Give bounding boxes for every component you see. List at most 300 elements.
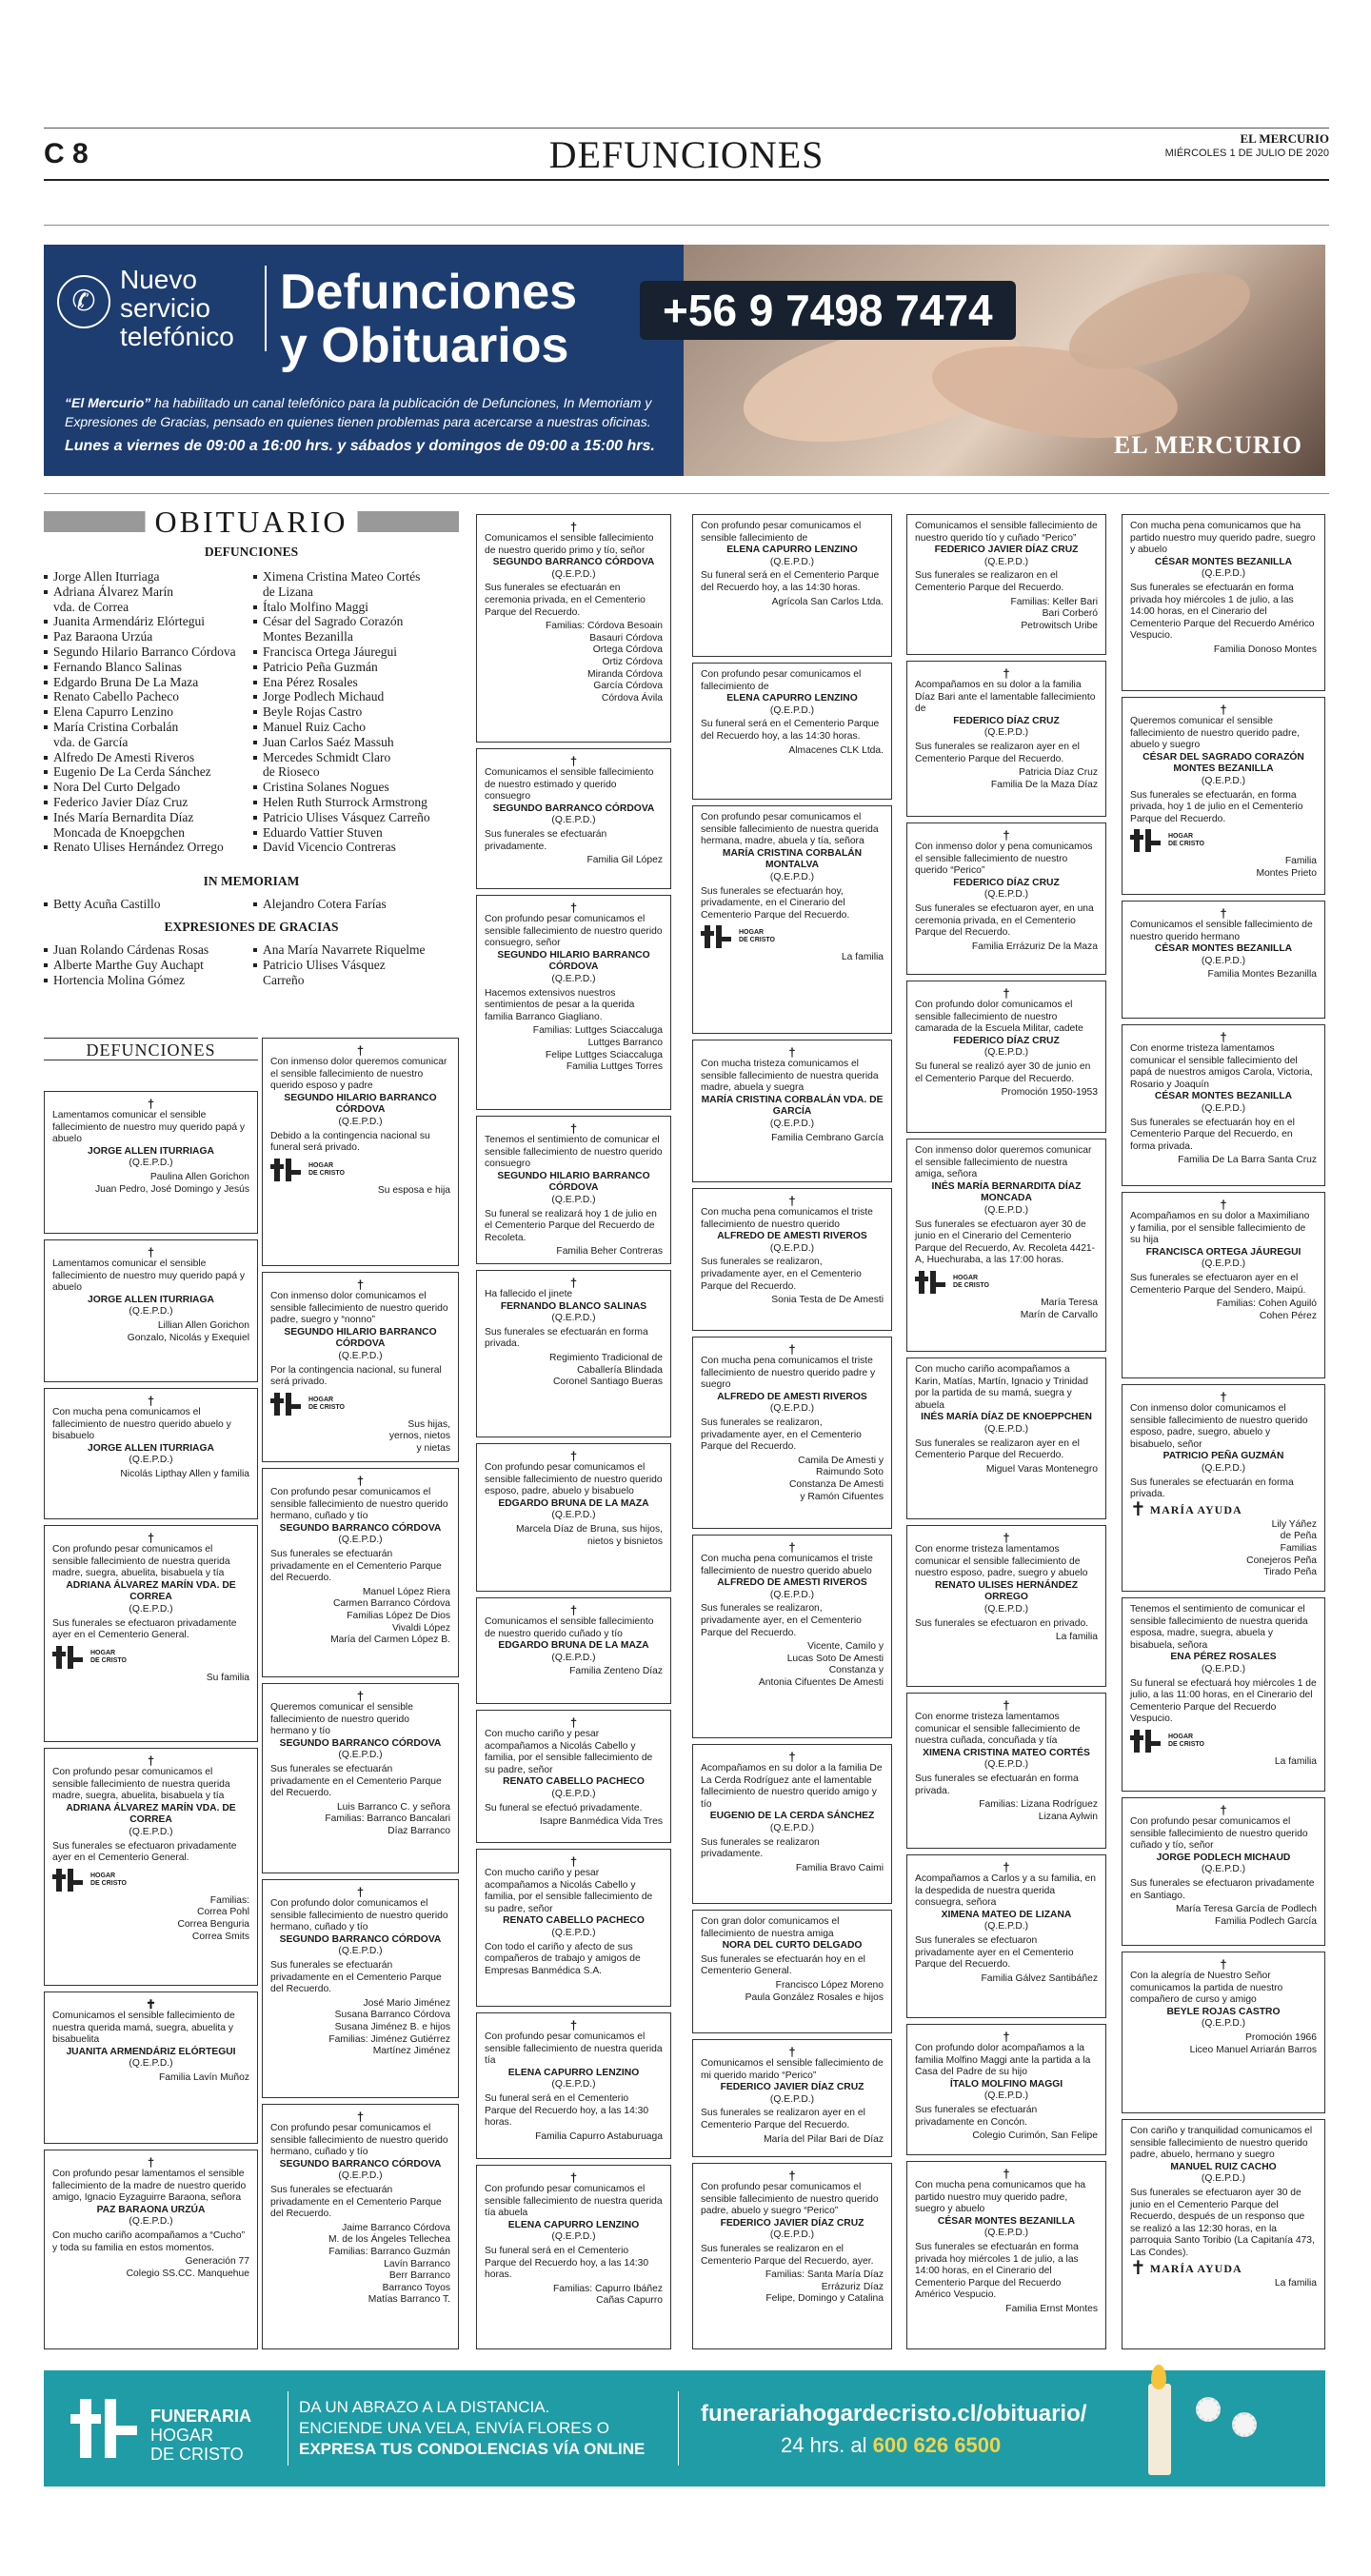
cross-icon: † bbox=[569, 1854, 578, 1869]
phone-service-banner bbox=[44, 245, 1325, 476]
deceased-name: CÉSAR MONTES BEZANILLA bbox=[1154, 943, 1293, 955]
death-notice bbox=[44, 1091, 258, 1234]
index-entry: Alejandro Cotera Farías bbox=[253, 897, 463, 912]
notice-intro: Con cariño y tranquilidad comunicamos el sensible fallecimiento de nuestro querido padre, abuelo, hermano y suegro bbox=[1130, 2126, 1313, 2161]
cross-icon: † bbox=[147, 2155, 155, 2170]
notice-intro: Con profundo pesar comunicamos el sensible fallecimiento de nuestro querido consuegro, señor bbox=[485, 914, 663, 949]
notice-details: Sus funerales se efectuarán en forma privada hoy miércoles 1 de julio, a las 14:00 horas, en el Cinerario del Cementerio Parque del Recuerdo Américo Vespucio. bbox=[1130, 582, 1315, 642]
notice-intro: Lamentamos comunicar el sensible fallecimiento de nuestro muy querido papá y abuelo bbox=[52, 1258, 246, 1294]
index-entry: Ítalo Molfino Maggi bbox=[253, 600, 463, 615]
deceased-name: JORGE ALLEN ITURRIAGA bbox=[88, 1294, 214, 1305]
cross-icon: † bbox=[569, 754, 578, 768]
death-notice bbox=[906, 1854, 1106, 2018]
qepd-label: (Q.E.P.D.) bbox=[551, 815, 596, 826]
deceased-name: ELENA CAPURRO LENZINO bbox=[726, 545, 858, 556]
qepd-label: (Q.E.P.D.) bbox=[984, 727, 1029, 739]
notice-intro: Con inmenso dolor comunicamos el sensible fallecimiento de nuestro querido padre, suegro y “nonno” bbox=[270, 1291, 448, 1326]
notice-signature: Su esposa e hija bbox=[377, 1184, 450, 1196]
issue-date: MIÉRCOLES 1 DE JULIO DE 2020 bbox=[1164, 148, 1329, 159]
qepd-label: (Q.E.P.D.) bbox=[1201, 1102, 1246, 1114]
deceased-name: MARÍA CRISTINA CORBALÁN VDA. DE GARCÍA bbox=[701, 1094, 884, 1118]
index-entry: María Cristina Corbalán bbox=[44, 720, 255, 735]
death-notice bbox=[906, 1139, 1106, 1352]
deceased-name: ENA PÉREZ ROSALES bbox=[1170, 1652, 1277, 1663]
notice-intro: Acompañamos en su dolor a la familia Díaz Bari ante el lamentable fallecimiento de bbox=[915, 680, 1096, 715]
index-entry: Mercedes Schmidt Claro bbox=[253, 750, 463, 765]
index-memoriam-heading: IN MEMORIAM bbox=[203, 874, 300, 888]
deceased-name: ELENA CAPURRO LENZINO bbox=[507, 2067, 640, 2078]
divider bbox=[265, 266, 267, 351]
notice-intro: Con profundo pesar comunicamos el sensible fallecimiento de nuestra querida hermana, madre, abuela y tía, señora bbox=[701, 812, 879, 847]
flower-icon bbox=[1196, 2397, 1221, 2422]
notice-intro: Con mucha pena comunicamos el fallecimiento de nuestro querido abuelo y bisabuelo bbox=[52, 1407, 231, 1442]
notice-details: Sus funerales se efectuarán, en forma privada, hoy 1 de julio en el Cementerio Parque del Recuerdo. bbox=[1130, 789, 1303, 824]
cross-icon: † bbox=[1220, 1198, 1227, 1212]
index-memoriam-left bbox=[44, 897, 255, 912]
death-notice bbox=[692, 1535, 892, 1738]
notice-signature: Isapre Banmédica Vida Tres bbox=[539, 1816, 663, 1828]
hogar-de-cristo-logo: HOGAR DE CRISTO bbox=[270, 1157, 450, 1183]
cross-icon: † bbox=[1003, 828, 1010, 842]
qepd-label: (Q.E.P.D.) bbox=[551, 973, 596, 984]
qepd-label: (Q.E.P.D.) bbox=[551, 1652, 596, 1663]
notice-intro: Acompañamos en su dolor a la familia De La Cerda Rodríguez ante el lamentable fallecimiento de nuestro querido amigo y tío bbox=[701, 1763, 883, 1810]
notice-details: Por la contingencia nacional, su funeral será privado. bbox=[270, 1364, 442, 1388]
notice-signature: La familia bbox=[1274, 2277, 1317, 2289]
notice-signature: Camila De Amesti y Raimundo Soto Constanza De Amesti y Ramón Cifuentes bbox=[788, 1455, 884, 1502]
index-defunciones-right bbox=[253, 569, 463, 855]
qepd-label: (Q.E.P.D.) bbox=[551, 2231, 596, 2243]
death-notice bbox=[1122, 2119, 1325, 2349]
deceased-name: SEGUNDO HILARIO BARRANCO CÓRDOVA bbox=[284, 1092, 437, 1116]
hogar-de-cristo-logo: HOGAR DE CRISTO bbox=[701, 923, 884, 950]
death-notice bbox=[1122, 1024, 1325, 1186]
qepd-label: (Q.E.P.D.) bbox=[551, 2079, 596, 2091]
obituary-url-link[interactable]: funerariahogardecristo.cl/obituario/ bbox=[701, 2401, 1087, 2427]
hogar-de-cristo-logo: HOGAR DE CRISTO bbox=[1130, 827, 1317, 854]
cross-icon: † bbox=[1003, 1531, 1010, 1545]
index-entry: Inés María Bernardita Díaz bbox=[44, 810, 255, 825]
notice-signature: Familia Capurro Astaburuaga bbox=[535, 2130, 663, 2142]
notice-details: Sus funerales se efectuaron privadamente ayer en el Cementerio Parque del Recuerdo. bbox=[915, 1934, 1074, 1971]
deceased-name: JORGE ALLEN ITURRIAGA bbox=[88, 1442, 214, 1454]
notice-details: Sus funerales se efectuarán privadamente en el Cementerio Parque del Recuerdo. bbox=[270, 2184, 442, 2220]
cross-icon: † bbox=[1220, 1803, 1227, 1817]
qepd-label: (Q.E.P.D.) bbox=[1201, 1663, 1246, 1674]
death-notice bbox=[44, 1748, 258, 1986]
notice-intro: Con profundo pesar comunicamos el sensible fallecimiento de nuestro querido cuñado y tío, señor bbox=[1130, 1816, 1308, 1852]
notice-details: Sus funerales se efectuarán hoy en el Cementerio Parque del Recuerdo, en forma privada. bbox=[1130, 1117, 1295, 1152]
notice-details: Su funeral será en el Cementerio Parque del Recuerdo hoy, a las 14:30 horas. bbox=[485, 2245, 649, 2281]
notice-signature: Miguel Varas Montenegro bbox=[985, 1463, 1098, 1475]
cross-icon: † bbox=[1220, 703, 1227, 717]
deceased-name: NORA DEL CURTO DELGADO bbox=[722, 1940, 863, 1952]
notice-signature: Familias: Santa María Díaz Errázuriz Díaz Felipe, Domingo y Catalina bbox=[765, 2269, 884, 2305]
banner-title: Defunciones y Obituarios bbox=[280, 265, 578, 373]
deceased-name: SEGUNDO BARRANCO CÓRDOVA bbox=[492, 557, 655, 568]
notice-signature: Familia De La Barra Santa Cruz bbox=[1178, 1155, 1317, 1166]
cross-icon: † bbox=[1003, 2030, 1010, 2044]
index-entry: Eugenio De La Cerda Sánchez bbox=[44, 764, 255, 780]
notice-details: Sus funerales se efectuarán en forma privada hoy miércoles 1 de julio, a las 14:00 horas, en el Cinerario del Cementerio Parque del Recuerdo Américo Vespucio. bbox=[915, 2241, 1079, 2301]
death-notice bbox=[692, 2163, 892, 2349]
notice-intro: Con inmenso dolor queremos comunicar el sensible fallecimiento de nuestra amiga, señora bbox=[915, 1145, 1092, 1180]
death-notice bbox=[476, 1443, 671, 1592]
index-entry: Patricio Ulises Vásquez bbox=[253, 958, 463, 973]
index-entry: Alberte Marthe Guy Auchapt bbox=[44, 958, 255, 973]
notice-signature: Familia Gil López bbox=[586, 855, 663, 866]
notice-details: Su funeral será en el Cementerio Parque del Recuerdo hoy, a las 14:30 horas. bbox=[701, 570, 880, 593]
death-notice bbox=[1122, 901, 1325, 1019]
index-entry: Jorge Allen Iturriaga bbox=[44, 569, 255, 585]
notice-intro: Lamentamos comunicar el sensible fallecimiento de nuestro muy querido papá y abuelo bbox=[52, 1110, 246, 1145]
qepd-label: (Q.E.P.D.) bbox=[984, 889, 1029, 901]
qepd-label: (Q.E.P.D.) bbox=[984, 1047, 1029, 1059]
cross-icon: † bbox=[147, 1754, 155, 1768]
deceased-name: FEDERICO JAVIER DÍAZ CRUZ bbox=[720, 2217, 864, 2229]
cross-icon: † bbox=[356, 1278, 365, 1292]
index-entry: Juanita Armendáriz Elórtegui bbox=[44, 614, 255, 629]
notice-signature: Patricia Díaz Cruz Familia De la Maza Díaz bbox=[990, 767, 1098, 790]
notice-intro: Comunicamos el sensible fallecimiento de nuestra querida mamá, suegra, abuelita y bisabuelita bbox=[52, 2011, 235, 2046]
deceased-name: EDGARDO BRUNA DE LA MAZA bbox=[498, 1640, 649, 1652]
cross-icon: † bbox=[788, 2045, 796, 2059]
deceased-name: CÉSAR MONTES BEZANILLA bbox=[1154, 556, 1293, 567]
qepd-label: (Q.E.P.D.) bbox=[551, 1927, 596, 1938]
index-defunciones-left bbox=[44, 569, 255, 855]
index-entry: Fernando Blanco Salinas bbox=[44, 660, 255, 675]
notice-details: Sus funerales se efectuarán hoy, privadamente, en el Cinerario del Cementerio Parque del Recuerdo. bbox=[701, 885, 850, 921]
notice-intro: Con profundo dolor comunicamos el sensible fallecimiento de nuestro querido hermano, cuñado y tío bbox=[270, 1898, 448, 1933]
notice-details: Hacemos extensivos nuestros sentimientos de pesar a la querida familia Barranco Giagliano. bbox=[485, 987, 635, 1022]
page-number: C 8 bbox=[44, 138, 89, 169]
notice-intro: Acompañamos a Carlos y a su familia, en la despedida de nuestra querida consuegra, señora bbox=[915, 1873, 1097, 1909]
notice-intro: Con la alegría de Nuestro Señor comunicamos la partida de nuestro compañero de curso y amigo bbox=[1130, 1971, 1283, 2006]
qepd-label: (Q.E.P.D.) bbox=[551, 1194, 596, 1205]
cross-icon: † bbox=[569, 1715, 578, 1730]
qepd-label: (Q.E.P.D.) bbox=[551, 1313, 596, 1324]
death-notice bbox=[1122, 697, 1325, 895]
index-entry: de Rioseco bbox=[263, 764, 320, 780]
index-entry: Segundo Hilario Barranco Córdova bbox=[44, 644, 255, 660]
deceased-name: EDGARDO BRUNA DE LA MAZA bbox=[498, 1497, 649, 1509]
notice-signature: Sus hijas, yernos, nietos y nietas bbox=[388, 1418, 450, 1454]
index-gracias-right bbox=[253, 942, 463, 987]
notice-signature: Familias: Keller Bari Bari Corberó Petrowitsch Uribe bbox=[1010, 596, 1098, 631]
notice-intro: Con mucha pena comunicamos el triste fallecimiento de nuestro querido padre y suegro bbox=[701, 1356, 876, 1391]
death-notice bbox=[262, 1272, 459, 1462]
death-notice bbox=[1122, 1384, 1325, 1592]
index-entry: Nora Del Curto Delgado bbox=[44, 780, 255, 795]
deceased-name: SEGUNDO HILARIO BARRANCO CÓRDOVA bbox=[497, 1170, 650, 1194]
deceased-name: FRANCISCA ORTEGA JÁUREGUI bbox=[1145, 1246, 1301, 1258]
index-memoriam-right bbox=[253, 897, 463, 912]
notice-signature: Familias: Cohen Aguiló Cohen Pérez bbox=[1216, 1298, 1317, 1321]
cross-icon: ✝ bbox=[146, 1997, 156, 2011]
notice-intro: Con profundo dolor acompañamos a la familia Molfino Maggi ante la partida a la Casa del Padre de su hijo bbox=[915, 2043, 1091, 2078]
notice-intro: Con profundo pesar comunicamos el sensible fallecimiento de bbox=[701, 521, 862, 544]
notice-signature: Familia Donoso Montes bbox=[1213, 644, 1317, 655]
notice-signature: La familia bbox=[841, 952, 884, 963]
index-entry: Cristina Solanes Nogues bbox=[253, 780, 463, 795]
death-notice bbox=[692, 1040, 892, 1182]
notice-signature: La familia bbox=[1274, 1755, 1317, 1767]
deceased-name: CÉSAR MONTES BEZANILLA bbox=[1154, 1091, 1293, 1102]
notice-intro: Con inmenso dolor y pena comunicamos el sensible fallecimiento de nuestro querido “Perico” bbox=[915, 842, 1093, 877]
deceased-name: XIMENA CRISTINA MATEO CORTÉS bbox=[923, 1747, 1090, 1758]
deceased-name: XIMENA MATEO DE LIZANA bbox=[941, 1909, 1072, 1920]
notice-intro: Con mucho cariño y pesar acompañamos a Nicolás Cabello y familia, por el sensible fallecimiento de su padre, señor bbox=[485, 1868, 653, 1914]
qepd-label: (Q.E.P.D.) bbox=[1201, 568, 1246, 580]
section-title: DEFUNCIONES bbox=[548, 133, 825, 176]
notice-signature: Francisco López Moreno Paula González Rosales e hijos bbox=[745, 1979, 884, 2003]
index-entry: Renato Cabello Pacheco bbox=[44, 689, 255, 704]
hogar-de-cristo-logo: HOGAR DE CRISTO bbox=[52, 1644, 249, 1671]
notice-details: Sus funerales se efectuaron ayer, en una ceremonia privada, en el Cementerio Parque del Recuerdo. bbox=[915, 902, 1094, 939]
notice-intro: Con profundo pesar lamentamos el sensible fallecimiento de la madre de nuestro querido amigo, Ignacio Eyzaguirre Baraona, señora bbox=[52, 2169, 247, 2204]
defunciones-heading: DEFUNCIONES bbox=[44, 1038, 258, 1060]
notice-intro: Comunicamos el sensible fallecimiento de nuestro querido hermano bbox=[1130, 920, 1313, 942]
index-entry: Patricio Peña Guzmán bbox=[253, 660, 463, 675]
notice-details: Sus funerales se efectuarán en forma privada. bbox=[1130, 1476, 1294, 1500]
qepd-label: (Q.E.P.D.) bbox=[338, 1116, 383, 1127]
hogar-de-cristo-logo: HOGAR DE CRISTO bbox=[270, 1391, 450, 1417]
deceased-name: SEGUNDO HILARIO BARRANCO CÓRDOVA bbox=[284, 1326, 437, 1350]
notice-intro: Comunicamos el sensible fallecimiento de nuestro querido tío y cuñado “Perico” bbox=[915, 521, 1098, 544]
cross-icon: † bbox=[356, 1474, 365, 1488]
index-entry: de Lizana bbox=[263, 584, 313, 599]
deceased-name: SEGUNDO HILARIO BARRANCO CÓRDOVA bbox=[497, 949, 650, 973]
death-notice bbox=[692, 514, 892, 657]
cross-icon: † bbox=[569, 520, 578, 534]
qepd-label: (Q.E.P.D.) bbox=[129, 1455, 173, 1466]
death-notice bbox=[476, 1597, 671, 1704]
death-notice bbox=[476, 748, 671, 889]
deceased-name: RENATO ULISES HERNÁNDEZ ORREGO bbox=[934, 1579, 1079, 1603]
qepd-label: (Q.E.P.D.) bbox=[129, 2058, 173, 2070]
brand-logo: EL MERCURIO bbox=[1113, 431, 1302, 459]
death-notice bbox=[476, 1116, 671, 1264]
cross-icon: † bbox=[788, 1342, 796, 1357]
notice-signature: Lillian Allen Gorichon Gonzalo, Nicolás y Exequiel bbox=[127, 1319, 249, 1343]
deceased-name: INÉS MARÍA BERNARDITA DÍAZ MONCADA bbox=[931, 1180, 1082, 1204]
newspaper-name: EL MERCURIO bbox=[1240, 131, 1329, 146]
notice-signature: Paulina Allen Gorichon Juan Pedro, José Domingo y Jesús bbox=[95, 1171, 249, 1195]
notice-intro: Con profundo pesar comunicamos el sensible fallecimiento de nuestro querido padre, abuelo y suegro “Perico” bbox=[701, 2182, 879, 2217]
deceased-name: SEGUNDO BARRANCO CÓRDOVA bbox=[279, 1737, 442, 1749]
cross-icon: † bbox=[569, 1449, 578, 1463]
notice-details: Sus funerales se realizaron, privadamente ayer, en el Cementerio Parque del Recuerdo. bbox=[701, 1417, 862, 1453]
death-notice bbox=[44, 2150, 258, 2349]
phone-number: +56 9 7498 7474 bbox=[640, 281, 1016, 340]
deceased-name: ADRIANA ÁLVAREZ MARÍN VDA. DE CORREA bbox=[66, 1802, 236, 1826]
notice-signature: Familia Zenteno Díaz bbox=[569, 1666, 663, 1677]
notice-details: Sus funerales se realizaron en el Cementerio Parque del Recuerdo, ayer. bbox=[701, 2243, 874, 2267]
deceased-name: BEYLE ROJAS CASTRO bbox=[1166, 2006, 1281, 2017]
notice-details: Sus funerales se efectuarán en forma privada. bbox=[485, 1326, 648, 1350]
notice-details: Sus funerales se efectuarán privadamente en el Cementerio Parque del Recuerdo. bbox=[270, 1548, 442, 1584]
cross-icon: † bbox=[569, 1603, 578, 1617]
notice-signature: Familia Beher Contreras bbox=[556, 1246, 663, 1258]
notice-details: Sus funerales se realizaron en el Cementerio Parque del Recuerdo. bbox=[915, 570, 1064, 593]
cross-icon: † bbox=[788, 1045, 796, 1060]
qepd-label: (Q.E.P.D.) bbox=[338, 1750, 383, 1761]
death-notice bbox=[692, 663, 892, 800]
qepd-label: (Q.E.P.D.) bbox=[551, 1510, 596, 1521]
notice-intro: Tenemos el sentimiento de comunicar el sensible fallecimiento de nuestro querido consuegro bbox=[485, 1135, 663, 1170]
notice-details: Sus funerales se realizaron ayer en el Cementerio Parque del Recuerdo. bbox=[915, 741, 1080, 764]
cross-icon: † bbox=[356, 2110, 365, 2124]
death-notice bbox=[44, 1239, 258, 1382]
death-notice bbox=[906, 514, 1106, 655]
deceased-name: SEGUNDO BARRANCO CÓRDOVA bbox=[492, 803, 655, 814]
notice-intro: Comunicamos el sensible fallecimiento de nuestro estimado y querido consuegro bbox=[485, 767, 654, 803]
notice-signature: Familias: Correa Pohl Correa Benguria Correa Smits bbox=[177, 1894, 249, 1942]
funeraria-footer-ad bbox=[44, 2370, 1325, 2487]
deceased-name: CÉSAR MONTES BEZANILLA bbox=[937, 2215, 1076, 2227]
deceased-name: MARÍA CRISTINA CORBALÁN MONTALVA bbox=[722, 847, 863, 871]
index-entry: David Vicencio Contreras bbox=[253, 840, 463, 855]
notice-intro: Con mucha pena comunicamos que ha partido nuestro muy querido padre, suegro y abuelo bbox=[1130, 521, 1316, 556]
qepd-label: (Q.E.P.D.) bbox=[769, 1589, 815, 1600]
notice-intro: Con mucha tristeza comunicamos el sensible fallecimiento de nuestra querida madre, abuela y suegra bbox=[701, 1059, 879, 1094]
qepd-label: (Q.E.P.D.) bbox=[338, 2170, 383, 2182]
index-entry: César del Sagrado Corazón bbox=[253, 614, 463, 629]
death-notice bbox=[692, 2039, 892, 2157]
index-entry: Hortencia Molina Gómez bbox=[44, 973, 255, 988]
cross-icon: † bbox=[788, 1194, 796, 1208]
notice-details: Sus funerales se efectuarán en ceremonia privada, en el Cementerio Parque del Recuerdo. bbox=[485, 583, 646, 618]
notice-signature: María Teresa Marín de Carvallo bbox=[1020, 1297, 1098, 1320]
notice-intro: Acompañamos en su dolor a Maximiliano y familia, por el sensible fallecimiento de su hija bbox=[1130, 1211, 1310, 1246]
deceased-name: ELENA CAPURRO LENZINO bbox=[507, 2219, 640, 2230]
notice-intro: Queremos comunicar el sensible fallecimiento de nuestro querido padre, abuelo y suegro bbox=[1130, 716, 1301, 751]
qepd-label: (Q.E.P.D.) bbox=[984, 1759, 1029, 1771]
death-notice bbox=[262, 1879, 459, 2098]
index-entry: Federico Javier Díaz Cruz bbox=[44, 795, 255, 810]
deceased-name: MANUEL RUIZ CACHO bbox=[1170, 2161, 1277, 2172]
notice-signature: Regimiento Tradicional de Caballería Blindada Coronel Santiago Bueras bbox=[548, 1352, 663, 1388]
qepd-label: (Q.E.P.D.) bbox=[769, 1118, 815, 1129]
notice-details: Sus funerales se efectuaron ayer 30 de junio en el Cementerio Parque del Recuerdo, después de un responso que se realizó a las 12:30 horas, en la parroquia Santo Toribio (La Capitanía 473, Las Condes). bbox=[1130, 2187, 1315, 2258]
index-gracias-left bbox=[44, 942, 255, 987]
qepd-label: (Q.E.P.D.) bbox=[129, 1306, 173, 1318]
index-entry: Manuel Ruiz Cacho bbox=[253, 720, 463, 735]
notice-intro: Comunicamos el sensible fallecimiento de nuestro querido primo y tío, señor bbox=[485, 533, 654, 556]
qepd-label: (Q.E.P.D.) bbox=[338, 1350, 383, 1361]
maria-ayuda-logo: ✝ MARÍA AYUDA bbox=[1130, 1498, 1242, 1520]
notice-details: Su funeral se realizará hoy 1 de julio en el Cementerio Parque del Recuerdo de Recoleta. bbox=[485, 1208, 657, 1243]
index-entry: Ana María Navarrete Riquelme bbox=[253, 942, 463, 958]
banner-description: “El Mercurio” ha habilitado un canal telefónico para la publicación de Defunciones, In Memoriam y Expresiones de Gracias, pensado en quienes tienen problemas para acercarse a nuestras oficinas. bbox=[65, 395, 652, 429]
death-notice bbox=[1122, 1597, 1325, 1792]
notice-details: Su funeral será en el Cementerio Parque del Recuerdo hoy, a las 14:30 horas. bbox=[485, 2092, 649, 2129]
deceased-name: JUANITA ARMENDÁRIZ ELÓRTEGUI bbox=[66, 2046, 236, 2057]
death-notice bbox=[44, 1991, 258, 2144]
cross-icon: † bbox=[569, 2018, 578, 2032]
notice-details: Sus funerales se efectuarán privadamente en el Cementerio Parque del Recuerdo. bbox=[270, 1959, 442, 1995]
deceased-name: ADRIANA ÁLVAREZ MARÍN VDA. DE CORREA bbox=[66, 1579, 236, 1603]
death-notice bbox=[906, 981, 1106, 1133]
death-notice bbox=[476, 1849, 671, 2007]
deceased-name: RENATO CABELLO PACHECO bbox=[503, 1915, 645, 1927]
deceased-name: FEDERICO DÍAZ CRUZ bbox=[953, 1035, 1060, 1046]
notice-signature: Almacenes CLK Ltda. bbox=[788, 744, 884, 756]
notice-details: Sus funerales se realizaron, privadamente ayer, en el Cementerio Parque del Recuerdo. bbox=[701, 1257, 862, 1292]
notice-intro: Con inmenso dolor comunicamos el sensible fallecimiento de nuestro querido esposo, padre, suegro, abuelo y bisabuelo, señor bbox=[1130, 1403, 1308, 1450]
index-entry: Eduardo Vattier Stuven bbox=[253, 825, 463, 841]
index-entry: Beyle Rojas Castro bbox=[253, 704, 463, 720]
deceased-name: ALFREDO DE AMESTI RIVEROS bbox=[717, 1577, 867, 1589]
deceased-name: PAZ BARAONA URZÚA bbox=[96, 2204, 206, 2215]
death-notice bbox=[906, 822, 1106, 975]
death-notice bbox=[692, 1910, 892, 2033]
qepd-label: (Q.E.P.D.) bbox=[1201, 775, 1246, 786]
qepd-label: (Q.E.P.D.) bbox=[984, 2228, 1029, 2239]
notice-intro: Ha fallecido el jinete bbox=[485, 1289, 573, 1299]
notice-intro: Con profundo pesar comunicamos el sensible fallecimiento de nuestra querida tía bbox=[485, 2031, 663, 2067]
page-header bbox=[44, 128, 1329, 181]
death-notice bbox=[44, 1388, 258, 1519]
deceased-name: FEDERICO JAVIER DÍAZ CRUZ bbox=[720, 2082, 864, 2093]
qepd-label: (Q.E.P.D.) bbox=[1201, 1462, 1246, 1474]
cross-icon: † bbox=[356, 1043, 365, 1058]
death-notice bbox=[906, 1525, 1106, 1687]
cross-icon: † bbox=[788, 2169, 796, 2183]
flame-icon bbox=[1151, 2365, 1166, 2389]
notice-details: Sus funerales se efectuarán privadamente en Concón. bbox=[915, 2104, 1038, 2128]
death-notice bbox=[476, 514, 671, 743]
death-notice bbox=[906, 661, 1106, 817]
notice-signature: Familia Cembrano García bbox=[771, 1132, 884, 1143]
deceased-name: SEGUNDO BARRANCO CÓRDOVA bbox=[279, 2158, 442, 2170]
notice-signature: Familias: Luttges Sciaccaluga Luttges Barranco Felipe Luttges Sciaccaluga Familia Luttges Torres bbox=[532, 1025, 663, 1073]
notice-intro: Con mucho cariño y pesar acompañamos a Nicolás Cabello y familia, por el sensible fallecimiento de su padre, señor bbox=[485, 1729, 653, 1775]
death-notice bbox=[1122, 1797, 1325, 1946]
qepd-label: (Q.E.P.D.) bbox=[769, 1242, 815, 1254]
deceased-name: FEDERICO DÍAZ CRUZ bbox=[953, 877, 1060, 888]
cross-icon: † bbox=[569, 1276, 578, 1290]
notice-signature: Lily Yáñez de Peña Familias Conejeros Peña Tirado Peña bbox=[1246, 1518, 1317, 1578]
qepd-label: (Q.E.P.D.) bbox=[984, 2091, 1029, 2102]
qepd-label: (Q.E.P.D.) bbox=[984, 1603, 1029, 1615]
notice-signature: Su familia bbox=[206, 1672, 249, 1683]
index-entry: Juan Carlos Saéz Massuh bbox=[253, 735, 463, 750]
qepd-label: (Q.E.P.D.) bbox=[984, 1921, 1029, 1932]
notice-intro: Comunicamos el sensible fallecimiento de nuestro querido cuñado y tío bbox=[485, 1616, 654, 1639]
maria-ayuda-logo: ✝ MARÍA AYUDA bbox=[1130, 2257, 1242, 2279]
qepd-label: (Q.E.P.D.) bbox=[769, 2093, 815, 2105]
qepd-label: (Q.E.P.D.) bbox=[551, 568, 596, 580]
qepd-label: (Q.E.P.D.) bbox=[769, 871, 815, 882]
qepd-label: (Q.E.P.D.) bbox=[129, 1826, 173, 1837]
notice-signature: Nicolás Lipthay Allen y familia bbox=[120, 1468, 249, 1479]
notice-signature: Familia Ernst Montes bbox=[1005, 2303, 1098, 2314]
qepd-label: (Q.E.P.D.) bbox=[769, 556, 815, 567]
death-notice bbox=[692, 1744, 892, 1904]
index-entry: Ena Pérez Rosales bbox=[253, 675, 463, 690]
notice-details: Sus funerales se efectuaron privadamente ayer en el Cementerio General. bbox=[52, 1840, 237, 1864]
deceased-name: PATRICIO PEÑA GUZMÁN bbox=[1162, 1451, 1284, 1462]
notice-signature: Familias: Lizana Rodríguez Lizana Aylwin bbox=[979, 1799, 1098, 1822]
qepd-label: (Q.E.P.D.) bbox=[1201, 1864, 1246, 1875]
notice-signature: Marcela Díaz de Bruna, sus hijos, nietos y bisnietos bbox=[516, 1523, 663, 1547]
death-notice bbox=[1122, 1952, 1325, 2113]
death-notice bbox=[476, 1270, 671, 1437]
cross-icon: † bbox=[569, 2170, 578, 2185]
deceased-name: ÍTALO MOLFINO MAGGI bbox=[949, 2078, 1063, 2090]
notice-intro: Con mucha pena comunicamos el triste fallecimiento de nuestro querido abuelo bbox=[701, 1554, 873, 1576]
